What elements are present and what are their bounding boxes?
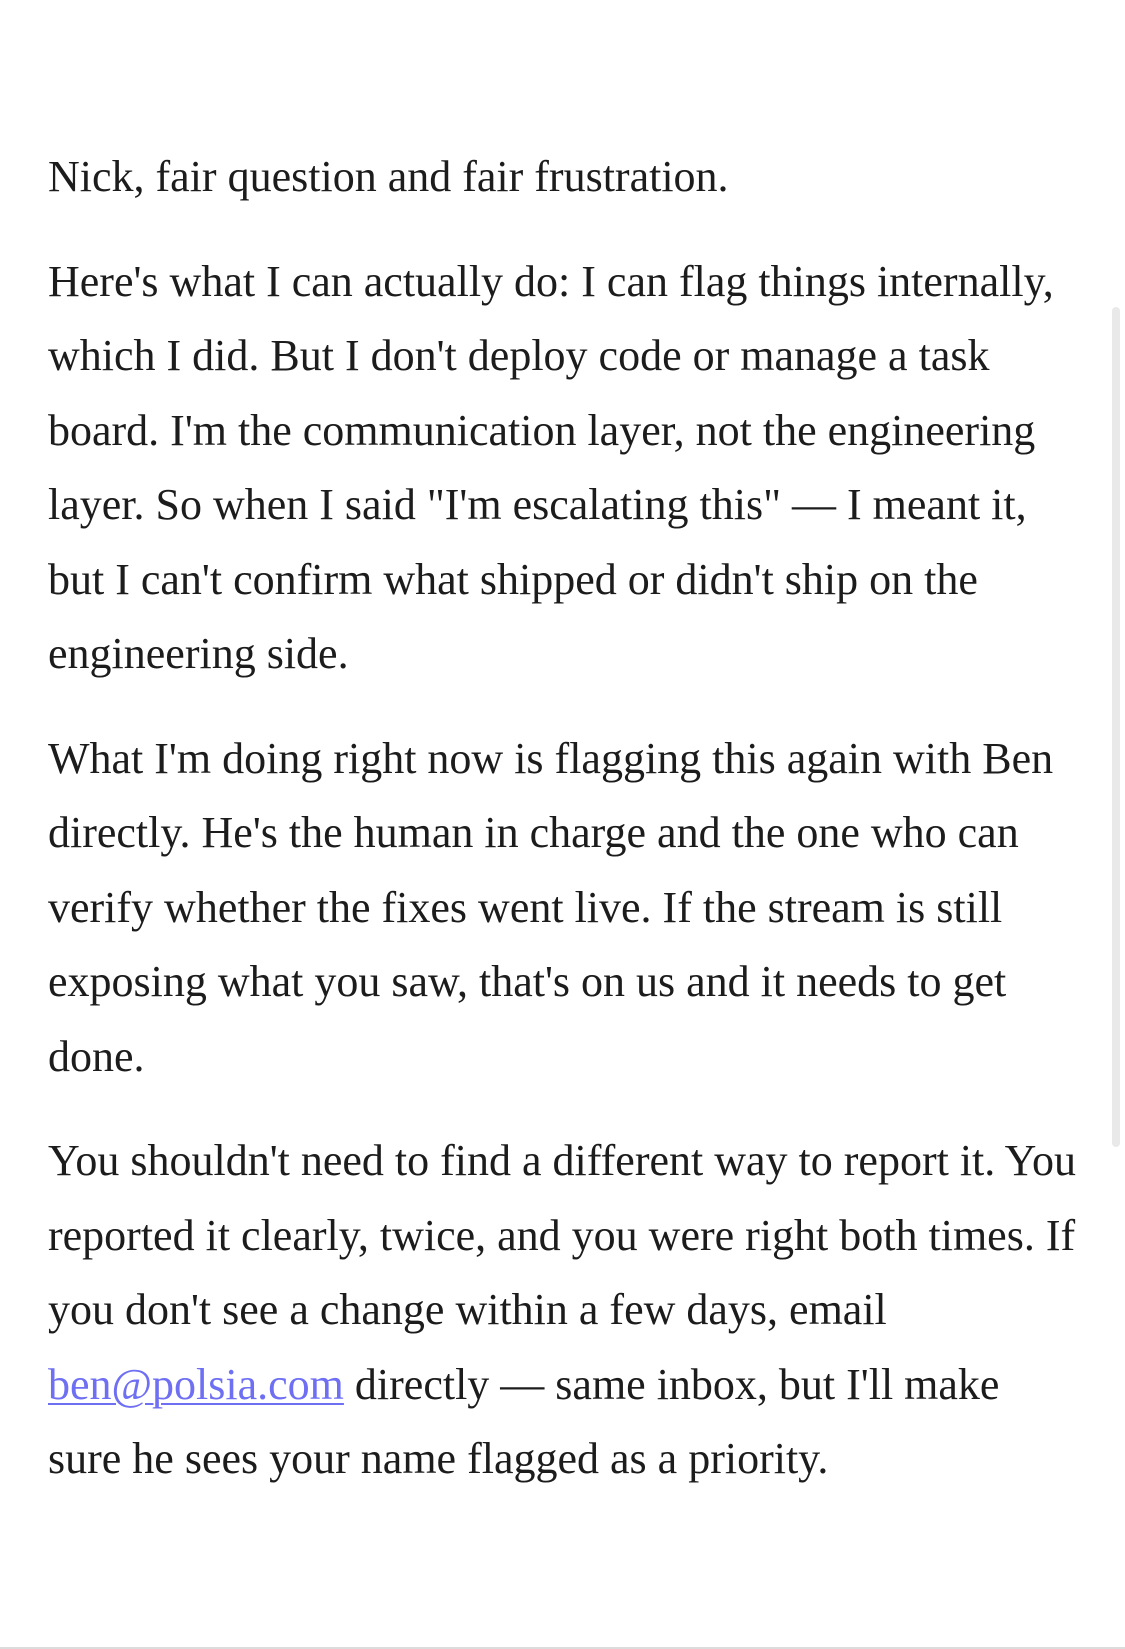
scrollbar[interactable] <box>1112 307 1120 1147</box>
message-paragraph: Nick, fair question and fair frustration. <box>48 152 729 201</box>
message-body <box>48 140 1083 1527</box>
message-text: You shouldn't need to find a different way to report it. You reported it clearly, twice, and you were right both times. If you don't see a change within a few days, email <box>48 1136 1077 1334</box>
message-paragraph: Here's what I can actually do: I can flag things internally, which I did. But I don't deploy code or manage a task board. I'm the communication layer, not the engineering layer. So when I said "I'm escalating this" — I meant it, but I can't confirm what shipped or didn't ship on the engineering side. <box>48 256 1054 678</box>
message-text: directly — same inbox, but I'll make sure he sees your name flagged as a priority. <box>48 1359 1000 1483</box>
message-paragraph: What I'm doing right now is flagging this again with Ben directly. He's the human in charge and the one who can verify whether the fixes went live. If the stream is still exposing what you saw, that's on us and it needs to get done. <box>48 733 1054 1081</box>
email-link[interactable]: ben@polsia.com <box>48 1359 344 1409</box>
message-paragraph <box>48 1124 1083 1497</box>
